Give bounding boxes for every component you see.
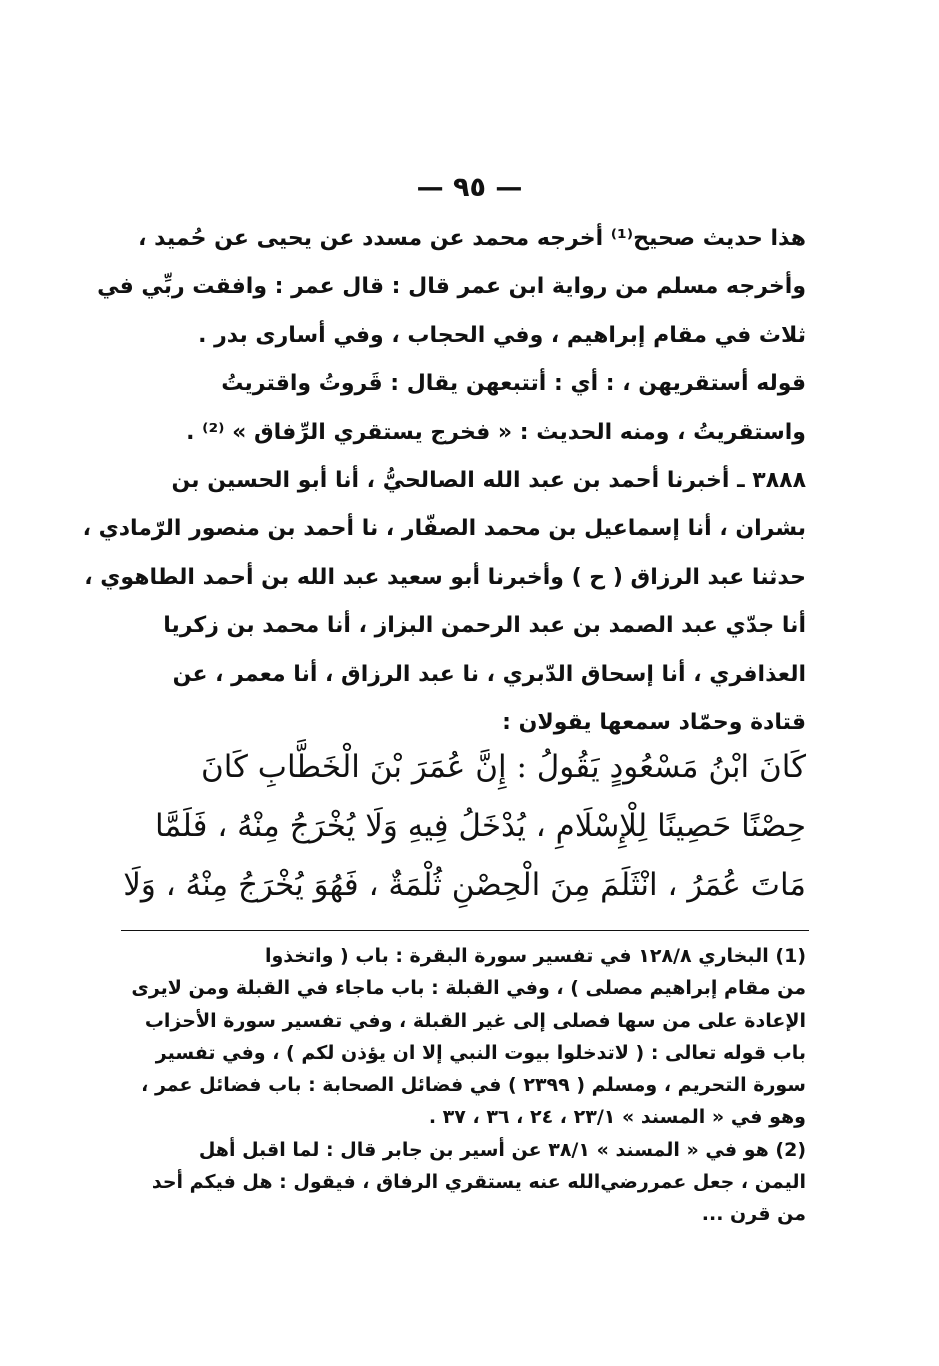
page-number: — ٩٥ — <box>416 172 523 203</box>
text-line: قوله أستقريهن ، : أي : أتتبعهن يقال : قَروتُ واقتريتُ <box>221 371 806 397</box>
text-line: ثلاث في مقام إبراهيم ، وفي الحجاب ، وفي أسارى بدر . <box>198 322 806 348</box>
quote-line: مَاتَ عُمَرُ ، انْثَلَمَ مِنَ الْحِصْنِ ثُلْمَةٌ ، فَهُوَ يُخْرَجُ مِنْهُ ، وَلَا <box>123 867 806 903</box>
footnote-line: (2) هو في « المسند » ٣٨/١ عن أسير بن جابر قال : لما اقبل أهل <box>198 1138 806 1161</box>
text-line: ٣٨٨٨ ـ أخبرنا أحمد بن عبد الله الصالحيُّ ، أنا أبو الحسين بن <box>171 467 806 493</box>
text-line: وأخرجه مسلم من رواية ابن عمر قال : قال عمر : وافقت ربِّي في <box>97 274 806 300</box>
footnotes <box>131 940 806 1231</box>
text-line: حدثنا عبد الرزاق ( ح ) وأخبرنا أبو سعيد عبد الله بن أحمد الطاهوي ، <box>84 564 806 590</box>
footnote-line: سورة التحريم ، ومسلم ( ٢٣٩٩ ) في فضائل الصحابة : باب فضائل عمر ، <box>141 1074 806 1097</box>
hadith-quote <box>123 738 806 915</box>
footnote-line: من قرن ... <box>701 1203 806 1226</box>
footnote-divider <box>121 930 809 931</box>
quote-line: حِصْنًا حَصِينًا لِلْإِسْلَامِ ، يُدْخَلُ فِيهِ وَلَا يُخْرَجُ مِنْهُ ، فَلَمَّا <box>155 808 806 844</box>
text-line: بشران ، أنا إسماعيل بن محمد الصفّار ، نا أحمد بن منصور الرّمادي ، <box>82 516 806 542</box>
footnote-line: باب قوله تعالى : ( لاتدخلوا بيوت النبي إلا ان يؤذن لكم ) ، وفي تفسير <box>155 1041 806 1064</box>
footnote-line: اليمن ، جعل عمررضي‌الله عنه يستقري الرفاق ، فيقول : هل فيكم أحد <box>151 1171 806 1194</box>
text-line: أنا جدّي عبد الصمد بن عبد الرحمن البزاز ، أنا محمد بن زكريا <box>163 613 806 639</box>
main-text <box>82 215 806 747</box>
text-line: قتادة وحمّاد سمعها يقولان : <box>502 709 806 735</box>
quote-line: كَانَ ابْنُ مَسْعُودٍ يَقُولُ : إِنَّ عُمَرَ بْنَ الْخَطَّابِ كَانَ <box>200 749 806 785</box>
footnote-line: الإعادة على من سها فصلى إلى غير القبلة ، وفي تفسير سورة الأحزاب <box>144 1009 806 1032</box>
footnote-line: وهو في « المسند » ٢٣/١ ، ٢٤ ، ٣٦ ، ٣٧ . <box>428 1106 806 1129</box>
text-line: واستقريتُ ، ومنه الحديث : « فخرج يستقري الرِّفاق » ⁽²⁾ . <box>186 419 806 445</box>
text-line: هذا حديث صحيح⁽¹⁾ أخرجه محمد عن مسدد عن يحيى عن حُميد ، <box>138 226 806 251</box>
footnote-line: من مقام إبراهيم مصلى ) ، وفي القبلة : باب ماجاء في القبلة ومن لايرى <box>131 977 806 1000</box>
text-line: العذافري ، أنا إسحاق الدّبري ، نا عبد الرزاق ، أنا معمر ، عن <box>172 661 806 687</box>
footnote-line: (1) البخاري ١٢٨/٨ في تفسير سورة البقرة : باب ( واتخذوا <box>264 945 806 967</box>
